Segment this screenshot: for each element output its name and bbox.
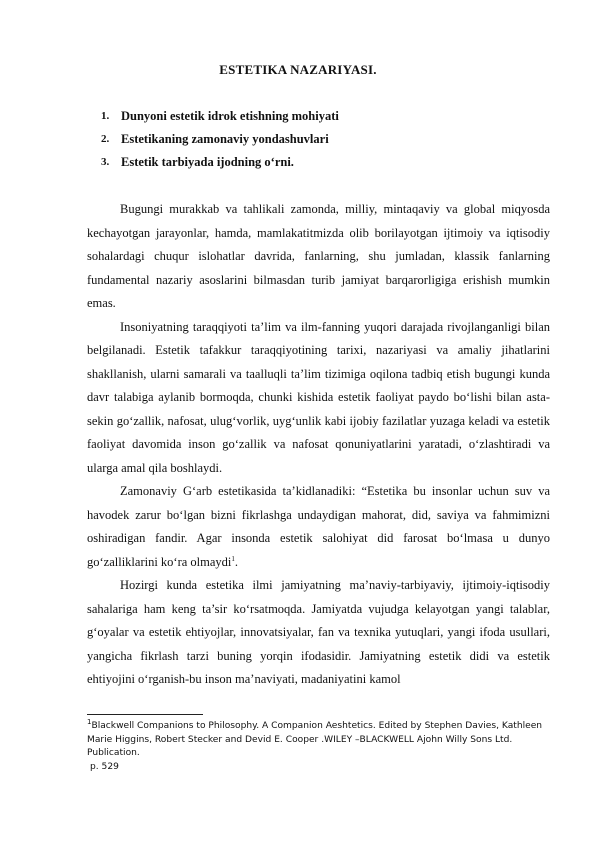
outline-text: Dunyoni estetik idrok etishning mohiyati: [121, 109, 339, 123]
page-title: ESTETIKA NAZARIYASI.: [219, 62, 377, 77]
footnote: [87, 717, 557, 774]
footnote-separator: [87, 714, 203, 715]
paragraph: [87, 480, 550, 574]
outline-list: [101, 108, 339, 177]
outline-number: 3.: [101, 156, 110, 168]
footnote-body: [87, 717, 557, 761]
body-text: [87, 198, 550, 692]
outline-item: [101, 131, 339, 154]
outline-text: Estetikaning zamonaviy yondashuvlari: [121, 132, 329, 146]
paragraph: Bugungi murakkab va tahlikali zamonda, milliy, mintaqaviy va global miqyosda kechayotgan jarayonlar, hamda, mamlakatitmizda olib borilayotgan ijtimoiy va iqtisodiy sohalardagi chuqur islohatlar davrida, fanlarning, shu jumladan, klassik fanlarning fundamental nazariy asoslarini bilmasdan turib jamiyat barqarorligiga erishish mumkin emas.: [87, 202, 550, 310]
paragraph: Insoniyatning taraqqiyoti ta’lim va ilm-fanning yuqori darajada rivojlanganligi bilan belgilanadi. Estetik tafakkur taraqqiyotining tarixi, nazariyasi va amaliy jihatlarini shakllanish, ularni samarali va taalluqli ta’lim tizimiga oqilona tadbiq etish bugungi kunda davr talabiga aylanib bormoqda, chunki kishida estetik faoliyat paydo bo‘lishi bilan asta-sekin go‘zallik, nafosat, ulug‘vorlik, uyg‘unlik kabi ijobiy fazilatlar yuzaga keladi va estetik faoliyat davomida inson go‘zallik va nafosat qonuniyatlarini yaratadi, o‘zlashtiradi va ularga amal qila boshlaydi.: [87, 319, 550, 475]
footnote-reference: 1: [231, 554, 235, 563]
footnote-text: Blackwell Companions to Philosophy. A Companion Aeshtetics. Edited by Stephen Davies, Kathleen Marie Higgins, Robert Stecker and Devid E. Cooper .WILEY –BLACKWELL Ajohn Willy Sons Ltd. Publication.: [87, 721, 543, 758]
paragraph-text: Zamonaviy G‘arb estetikasida ta’kidlanadiki: “Estetika bu insonlar uchun suv va havodek zarur bo‘lgan bizni fikrlashga undaydigan mahorat, did, saviya va fahmimizni oshiradigan fandir. Agar insonda estetik salohiyat did farosat bo‘lmasa u dunyo go‘zalliklarini ko‘ra olmaydi: [87, 484, 550, 569]
outline-text: Estetik tarbiyada ijodning o‘rni.: [121, 155, 294, 169]
outline-item: [101, 154, 339, 177]
outline-number: 1.: [101, 110, 110, 122]
footnote-marker: 1: [87, 717, 92, 726]
footnote-page-ref: p. 529: [90, 761, 119, 772]
outline-number: 2.: [101, 133, 110, 145]
paragraph-end: .: [234, 554, 239, 569]
outline-item: [101, 108, 339, 131]
paragraph: Hozirgi kunda estetika ilmi jamiyatning ma’naviy-tarbiyaviy, ijtimoiy-iqtisodiy sahalariga ham keng ta’sir ko‘rsatmoqda. Jamiyatda vujudga kelayotgan yangi talablar, g‘oyalar va estetik ehtiyojlar, innovatsiyalar, fan va texnika yutuqlari, yangi ifoda usullari, yangicha fikrlash tarzi buning yorqin ifodasidir. Jamiyatning estetik didi va estetik ehtiyojini o‘rganish-bu inson ma’naviyati, madaniyatini kamol: [87, 578, 550, 686]
